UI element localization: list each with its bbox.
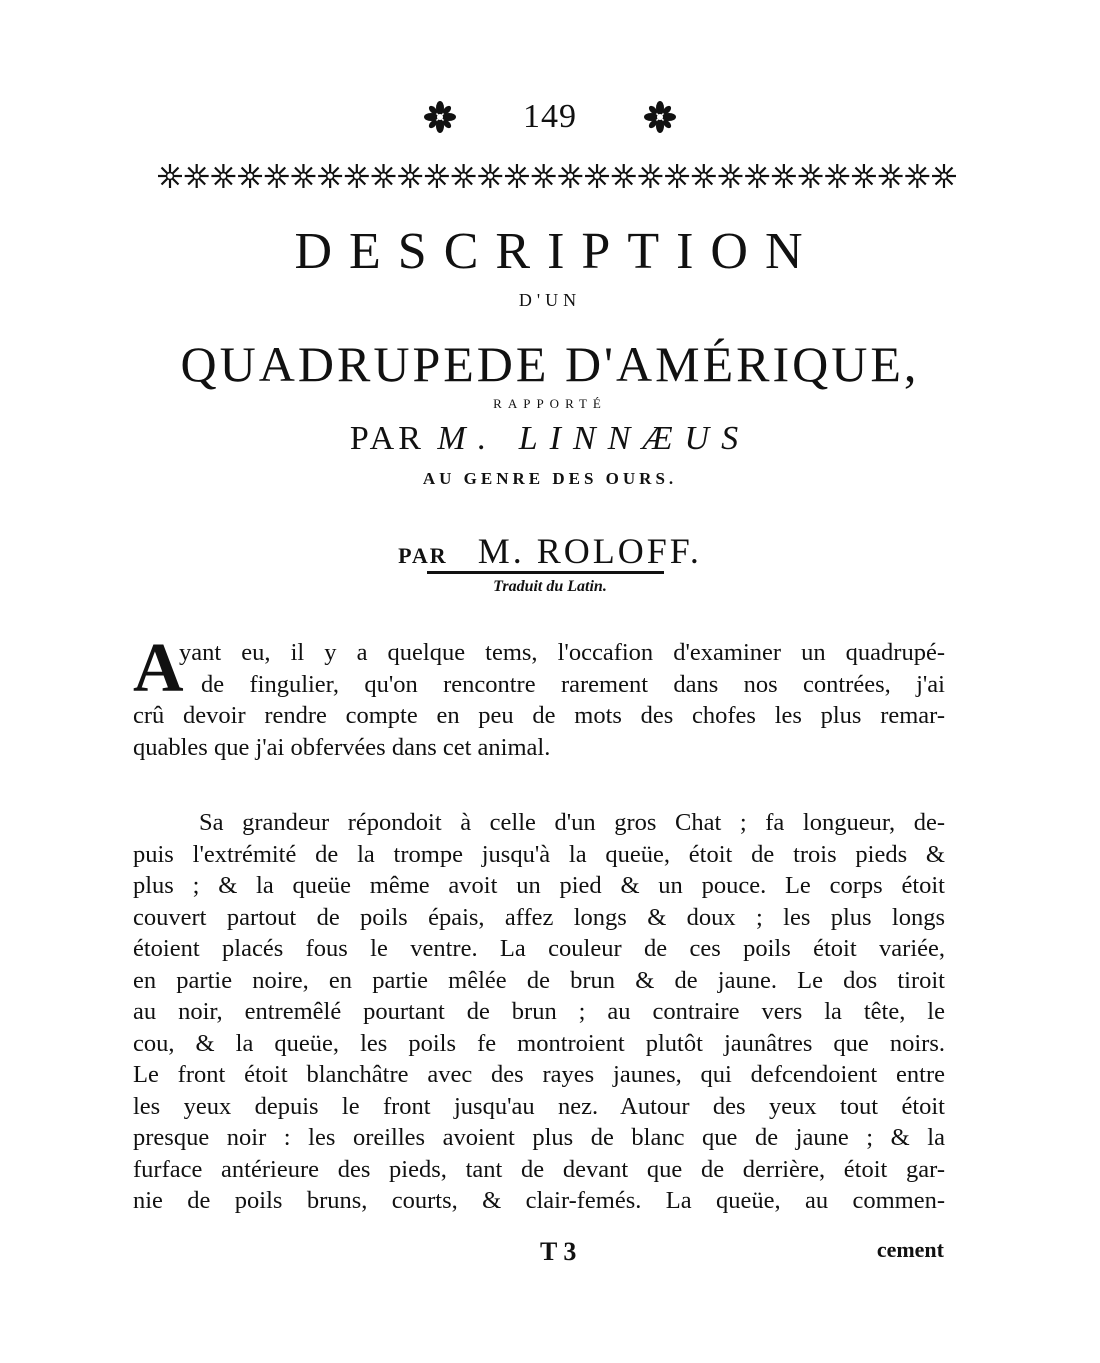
title-par: PAR bbox=[349, 420, 425, 457]
border-star-icon bbox=[478, 164, 502, 188]
border-star-icon bbox=[505, 164, 529, 188]
border-star-icon bbox=[238, 164, 262, 188]
text-line: presque noir : les oreilles avoient plus de blanc que de jaune ; & la bbox=[133, 1124, 945, 1151]
border-star-icon bbox=[532, 164, 556, 188]
divider-rule bbox=[427, 571, 664, 574]
author-byline bbox=[0, 530, 1100, 572]
border-star-icon bbox=[558, 164, 582, 188]
author-name: M. ROLOFF. bbox=[477, 531, 702, 571]
title-par-linnaeus bbox=[0, 420, 1100, 458]
border-star-icon bbox=[772, 164, 796, 188]
title-dun: D'UN bbox=[518, 290, 582, 310]
title-genre: AU GENRE DES OURS. bbox=[422, 469, 678, 488]
border-star-icon bbox=[745, 164, 769, 188]
title-description: DESCRIPTION bbox=[294, 223, 820, 280]
text-line: Sa grandeur répondoit à celle d'un gros Chat ; fa longueur, de- bbox=[199, 809, 945, 836]
text-line: puis l'extrémité de la trompe jusqu'à la queüe, étoit de trois pieds & bbox=[133, 840, 945, 868]
border-star-icon bbox=[185, 164, 209, 188]
signature-mark: T 3 bbox=[540, 1237, 577, 1266]
text-line: au noir, entremêlé pourtant de brun ; au contraire vers la tête, le bbox=[133, 998, 945, 1025]
text-line: les yeux depuis le front jusqu'au nez. Autour des yeux tout étoit bbox=[133, 1092, 945, 1120]
page-number: 149 bbox=[523, 98, 577, 135]
title-quadrupede: QUADRUPEDE D'AMÉRIQUE, bbox=[180, 336, 920, 392]
border-star-icon bbox=[345, 164, 369, 188]
text-line: nie de poils bruns, courts, & clair-femés. La queüe, au commen- bbox=[133, 1187, 945, 1214]
text-line: étoient placés fous le ventre. La couleur de ces poils étoit variée, bbox=[133, 935, 945, 962]
border-star-icon bbox=[692, 164, 716, 188]
border-star-icon bbox=[211, 164, 235, 188]
border-star-icon bbox=[638, 164, 662, 188]
border-star-icon bbox=[799, 164, 823, 188]
border-star-icon bbox=[585, 164, 609, 188]
paragraph-1 bbox=[133, 630, 945, 763]
text-line: de fingulier, qu'on rencontre rarement dans nos contrées, j'ai bbox=[201, 670, 945, 698]
text-line: furface antérieure des pieds, tant de devant que de derrière, étoit gar- bbox=[133, 1155, 945, 1183]
border-star-icon bbox=[398, 164, 422, 188]
text-line: quables que j'ai obfervées dans cet animal. bbox=[133, 733, 551, 761]
border-star-icon bbox=[291, 164, 315, 188]
paragraph-2 bbox=[133, 807, 945, 1217]
border-star-icon bbox=[612, 164, 636, 188]
running-head bbox=[0, 98, 1100, 138]
fleuron-icon bbox=[643, 100, 677, 134]
border-star-icon bbox=[879, 164, 903, 188]
border-star-icon bbox=[265, 164, 289, 188]
text-line: couvert partout de poils épais, affez longs & doux ; les plus longs bbox=[133, 903, 945, 931]
text-line: crû devoir rendre compte en peu de mots des chofes les plus remar- bbox=[133, 702, 945, 729]
text-line: en partie noire, en partie mêlée de brun & de jaune. Le dos tiroit bbox=[133, 966, 945, 994]
border-star-icon bbox=[718, 164, 742, 188]
catchword: cement bbox=[876, 1237, 944, 1262]
text-line: Le front étoit blanchâtre avec des rayes jaunes, qui defcendoient entre bbox=[133, 1061, 945, 1088]
fleuron-icon bbox=[423, 100, 457, 134]
border-star-icon bbox=[452, 164, 476, 188]
byline-par: PAR bbox=[398, 543, 448, 568]
border-star-icon bbox=[852, 164, 876, 188]
ornamental-border bbox=[148, 160, 966, 192]
text-line: plus ; & la queüe même avoit un pied & un pouce. Le corps étoit bbox=[133, 872, 945, 899]
border-star-icon bbox=[825, 164, 849, 188]
border-star-icon bbox=[318, 164, 342, 188]
border-star-icon bbox=[905, 164, 929, 188]
title-rapporte: RAPPORTÉ bbox=[493, 396, 607, 411]
border-star-icon bbox=[158, 164, 182, 188]
drop-cap: A bbox=[133, 630, 184, 707]
border-star-icon bbox=[932, 164, 956, 188]
border-star-icon bbox=[372, 164, 396, 188]
title-linnaeus: M. LINNÆUS bbox=[437, 420, 751, 457]
border-star-icon bbox=[665, 164, 689, 188]
text-line: cou, & la queüe, les poils fe montroient plutôt jaunâtres que noirs. bbox=[133, 1029, 945, 1057]
translation-note: Traduit du Latin. bbox=[493, 578, 607, 595]
text-line: yant eu, il y a quelque tems, l'occafion d'examiner un quadrupé- bbox=[179, 639, 945, 666]
border-star-icon bbox=[425, 164, 449, 188]
